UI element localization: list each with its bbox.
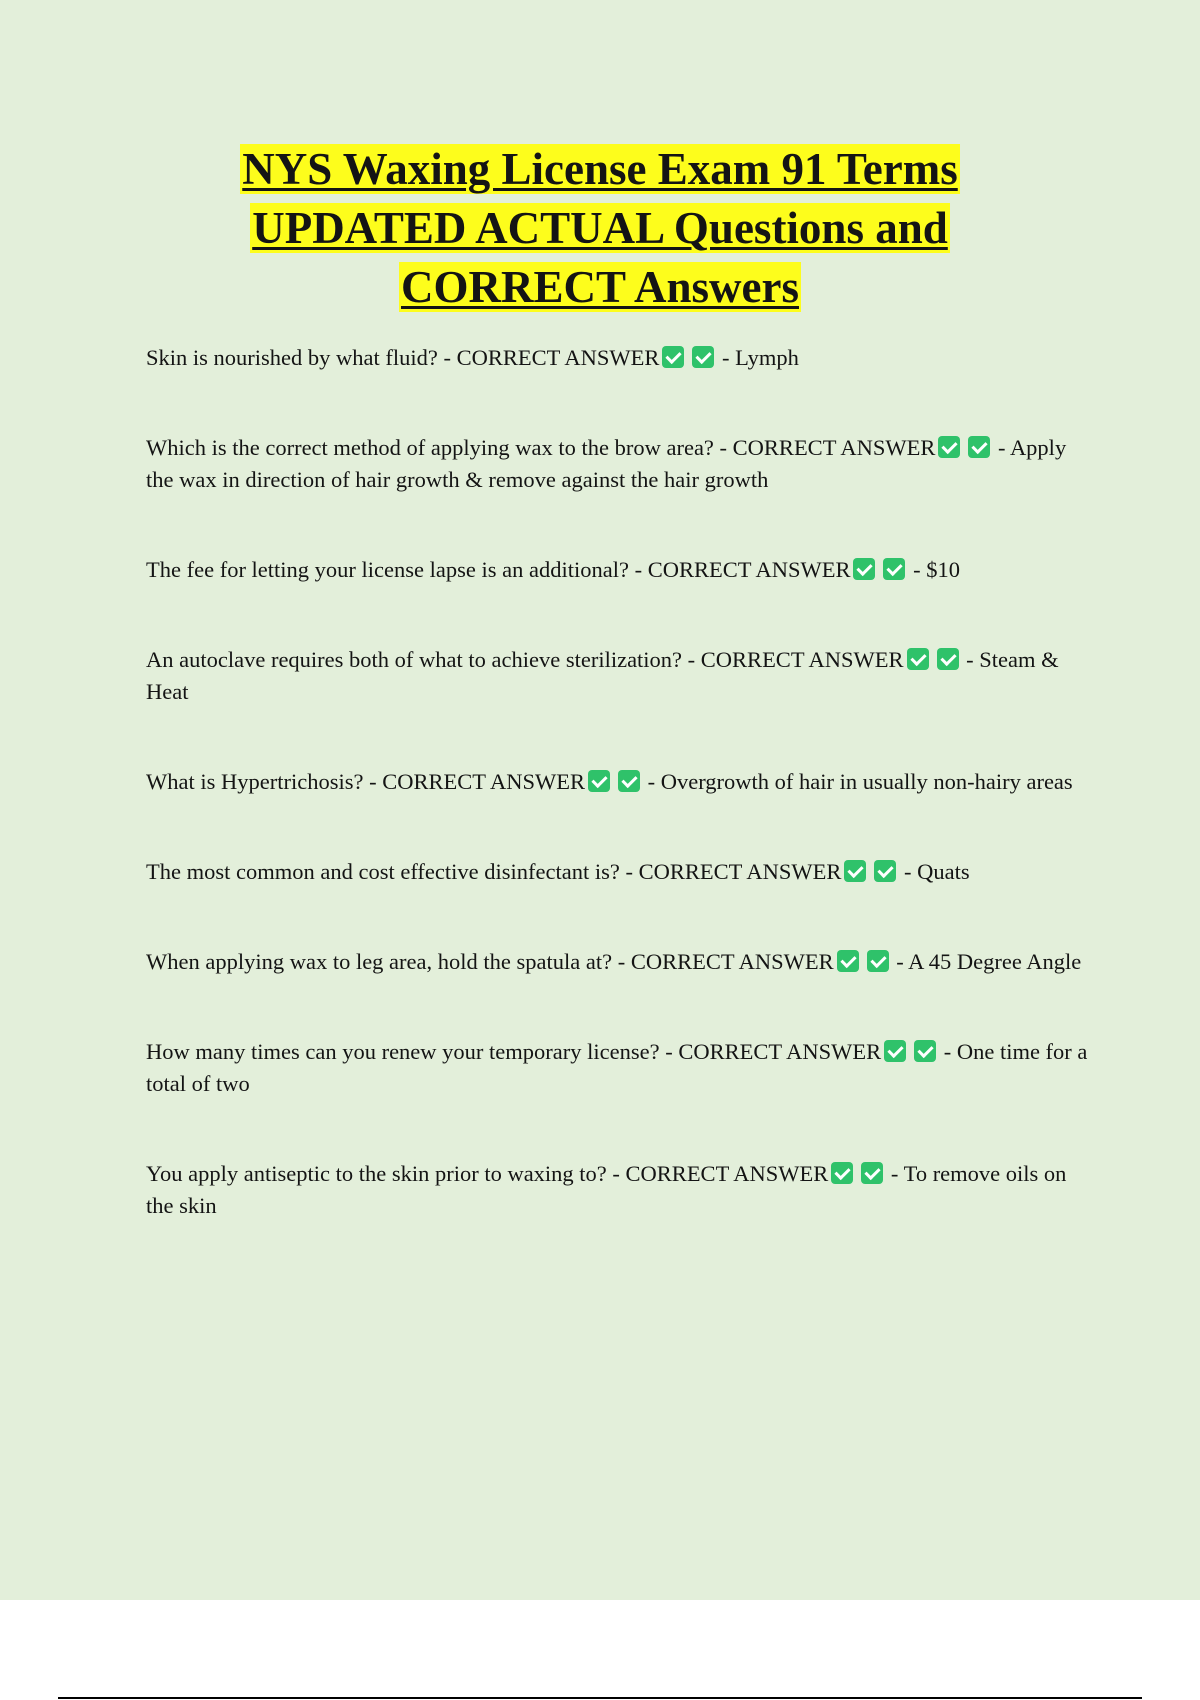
qa-item — [146, 946, 1096, 978]
title-line — [0, 199, 1200, 258]
title-line-1-text: NYS Waxing License Exam 91 Terms — [242, 144, 958, 194]
separator: - — [960, 647, 980, 672]
answer-text: Lymph — [735, 345, 799, 370]
separator: - — [992, 435, 1010, 460]
separator: - — [641, 769, 661, 794]
question-text: Which is the correct method of applying wax to the brow area? — [146, 435, 714, 460]
question-text: How many times can you renew your temporary license? — [146, 1039, 660, 1064]
correct-answer-label: CORRECT ANSWER — [647, 557, 851, 582]
qa-item — [146, 856, 1096, 888]
answer-text: A 45 Degree Angle — [908, 949, 1082, 974]
check-mark-icon — [874, 860, 896, 882]
separator: - — [628, 557, 648, 582]
qa-item — [146, 766, 1096, 798]
correct-answer-label: CORRECT ANSWER — [382, 769, 585, 794]
check-mark-icon — [831, 1162, 853, 1184]
correct-answer-label: CORRECT ANSWER — [456, 345, 660, 370]
answer-text: Quats — [917, 859, 970, 884]
check-mark-icon — [588, 770, 610, 792]
title-line-2-text: UPDATED ACTUAL Questions and — [252, 203, 948, 253]
check-mark-icon — [884, 1040, 906, 1062]
correct-answer-label: CORRECT ANSWER — [678, 1039, 882, 1064]
check-mark-icon — [861, 1162, 883, 1184]
answer-text: To remove oils on the skin — [146, 1161, 1067, 1218]
separator: - — [890, 949, 909, 974]
separator: - — [713, 435, 733, 460]
question-text: The fee for letting your license lapse is an additional? — [146, 557, 629, 582]
question-answer-list — [146, 342, 1096, 1222]
check-mark-icon — [692, 346, 714, 368]
separator: - — [938, 1039, 957, 1064]
separator: - — [716, 345, 736, 370]
check-mark-icon — [883, 558, 905, 580]
check-mark-icon — [867, 950, 889, 972]
correct-answer-label: CORRECT ANSWER — [732, 435, 936, 460]
separator: - — [619, 859, 639, 884]
qa-item — [146, 342, 1096, 374]
separator: - — [606, 1161, 626, 1186]
correct-answer-label: CORRECT ANSWER — [625, 1161, 829, 1186]
document-title — [0, 140, 1200, 317]
answer-text: One time for a total of two — [146, 1039, 1088, 1096]
separator: - — [682, 647, 701, 672]
check-mark-icon — [618, 770, 640, 792]
correct-answer-label: CORRECT ANSWER — [630, 949, 834, 974]
footer-divider — [58, 1697, 1142, 1699]
separator: - — [898, 859, 918, 884]
title-line-3-text: CORRECT Answers — [401, 262, 799, 312]
separator: - — [437, 345, 457, 370]
separator: - — [612, 949, 631, 974]
check-mark-icon — [662, 346, 684, 368]
separator: - — [659, 1039, 679, 1064]
title-line — [0, 140, 1200, 199]
check-mark-icon — [937, 648, 959, 670]
question-text: You apply antiseptic to the skin prior to waxing to? — [146, 1161, 607, 1186]
check-mark-icon — [907, 648, 929, 670]
answer-text: Overgrowth of hair in usually non-hairy areas — [660, 769, 1073, 794]
question-text: Skin is nourished by what fluid? — [146, 345, 438, 370]
separator: - — [907, 557, 927, 582]
check-mark-icon — [853, 558, 875, 580]
answer-text: Steam & Heat — [146, 647, 1059, 704]
correct-answer-label: CORRECT ANSWER — [638, 859, 842, 884]
check-mark-icon — [914, 1040, 936, 1062]
qa-item — [146, 554, 1096, 586]
correct-answer-label: CORRECT ANSWER — [700, 647, 904, 672]
question-text: An autoclave requires both of what to achieve sterilization? — [146, 647, 683, 672]
check-mark-icon — [844, 860, 866, 882]
question-text: When applying wax to leg area, hold the spatula at? — [146, 949, 613, 974]
question-text: The most common and cost effective disinfectant is? — [146, 859, 620, 884]
check-mark-icon — [938, 436, 960, 458]
qa-item — [146, 1158, 1096, 1222]
check-mark-icon — [837, 950, 859, 972]
answer-text: Apply the wax in direction of hair growth & remove against the hair growth — [146, 435, 1067, 492]
separator: - — [885, 1161, 904, 1186]
qa-item — [146, 432, 1096, 496]
question-text: What is Hypertrichosis? — [146, 769, 364, 794]
answer-text: $10 — [926, 557, 960, 582]
title-line — [0, 258, 1200, 317]
qa-item — [146, 644, 1096, 708]
check-mark-icon — [968, 436, 990, 458]
separator: - — [363, 769, 383, 794]
qa-item — [146, 1036, 1096, 1100]
